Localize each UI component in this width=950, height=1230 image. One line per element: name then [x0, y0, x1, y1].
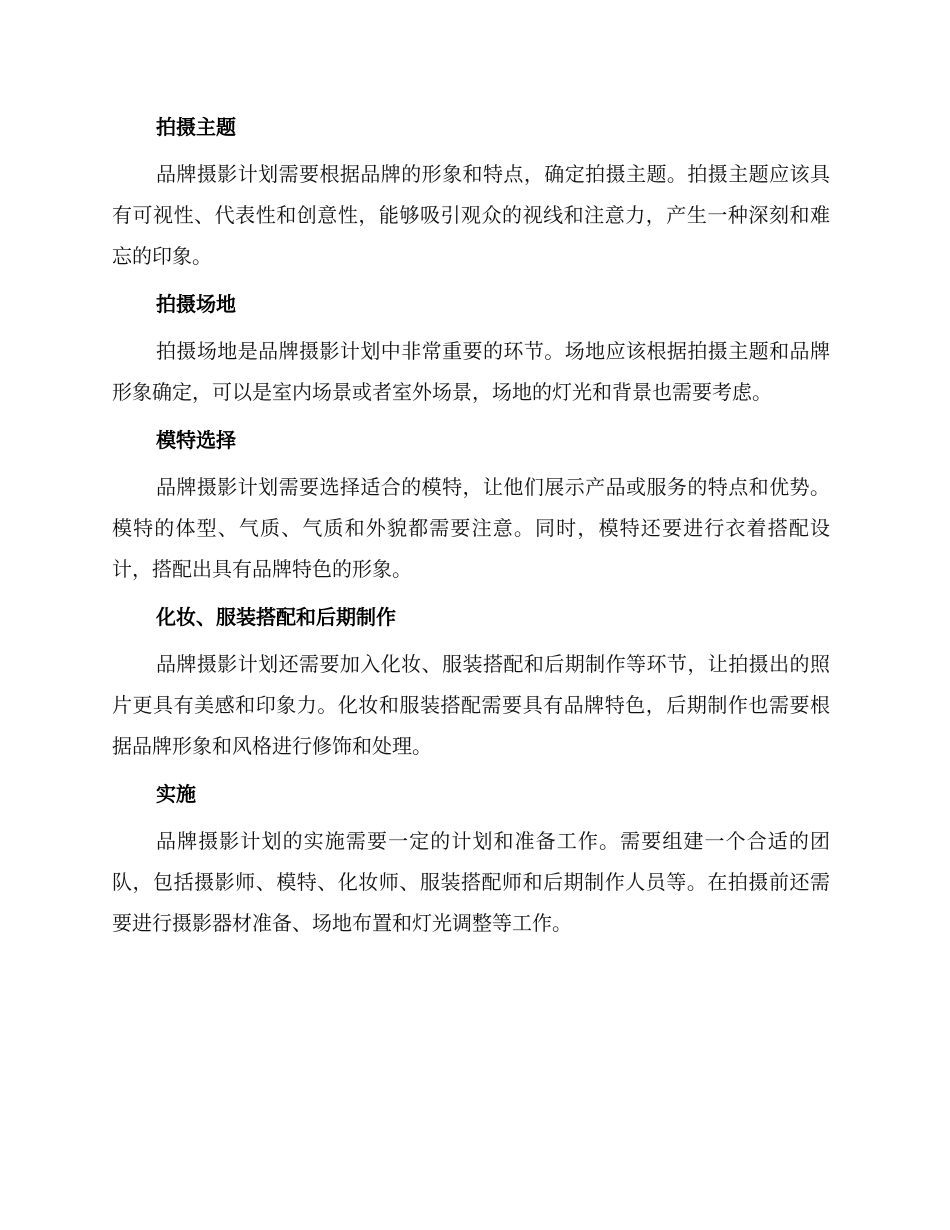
section-heading: 实施	[156, 782, 196, 806]
section-heading: 化妆、服装搭配和后期制作	[156, 605, 396, 629]
document-page	[112, 108, 830, 952]
section-paragraph: 品牌摄影计划的实施需要一定的计划和准备工作。需要组建一个合适的团队，包括摄影师、模特、化妆师、服装搭配师和后期制作人员等。在拍摄前还需要进行摄影器材准备、场地布置和灯光调整等工作。	[112, 829, 830, 935]
section-makeup-styling-post	[112, 598, 830, 767]
section-model-selection	[112, 421, 830, 590]
section-heading: 拍摄场地	[156, 292, 236, 316]
section-heading: 拍摄主题	[156, 115, 236, 139]
section-paragraph: 拍摄场地是品牌摄影计划中非常重要的环节。场地应该根据拍摄主题和品牌形象确定，可以是室内场景或者室外场景，场地的灯光和背景也需要考虑。	[112, 339, 830, 404]
section-paragraph: 品牌摄影计划还需要加入化妆、服装搭配和后期制作等环节，让拍摄出的照片更具有美感和印象力。化妆和服装搭配需要具有品牌特色，后期制作也需要根据品牌形象和风格进行修饰和处理。	[112, 652, 830, 758]
section-implementation	[112, 775, 830, 944]
section-shooting-location	[112, 285, 830, 413]
section-paragraph: 品牌摄影计划需要根据品牌的形象和特点，确定拍摄主题。拍摄主题应该具有可视性、代表性和创意性，能够吸引观众的视线和注意力，产生一种深刻和难忘的印象。	[112, 162, 830, 268]
section-paragraph: 品牌摄影计划需要选择适合的模特，让他们展示产品或服务的特点和优势。模特的体型、气质、气质和外貌都需要注意。同时，模特还要进行衣着搭配设计，搭配出具有品牌特色的形象。	[112, 475, 830, 581]
section-shooting-theme	[112, 108, 830, 277]
section-heading: 模特选择	[156, 428, 236, 452]
